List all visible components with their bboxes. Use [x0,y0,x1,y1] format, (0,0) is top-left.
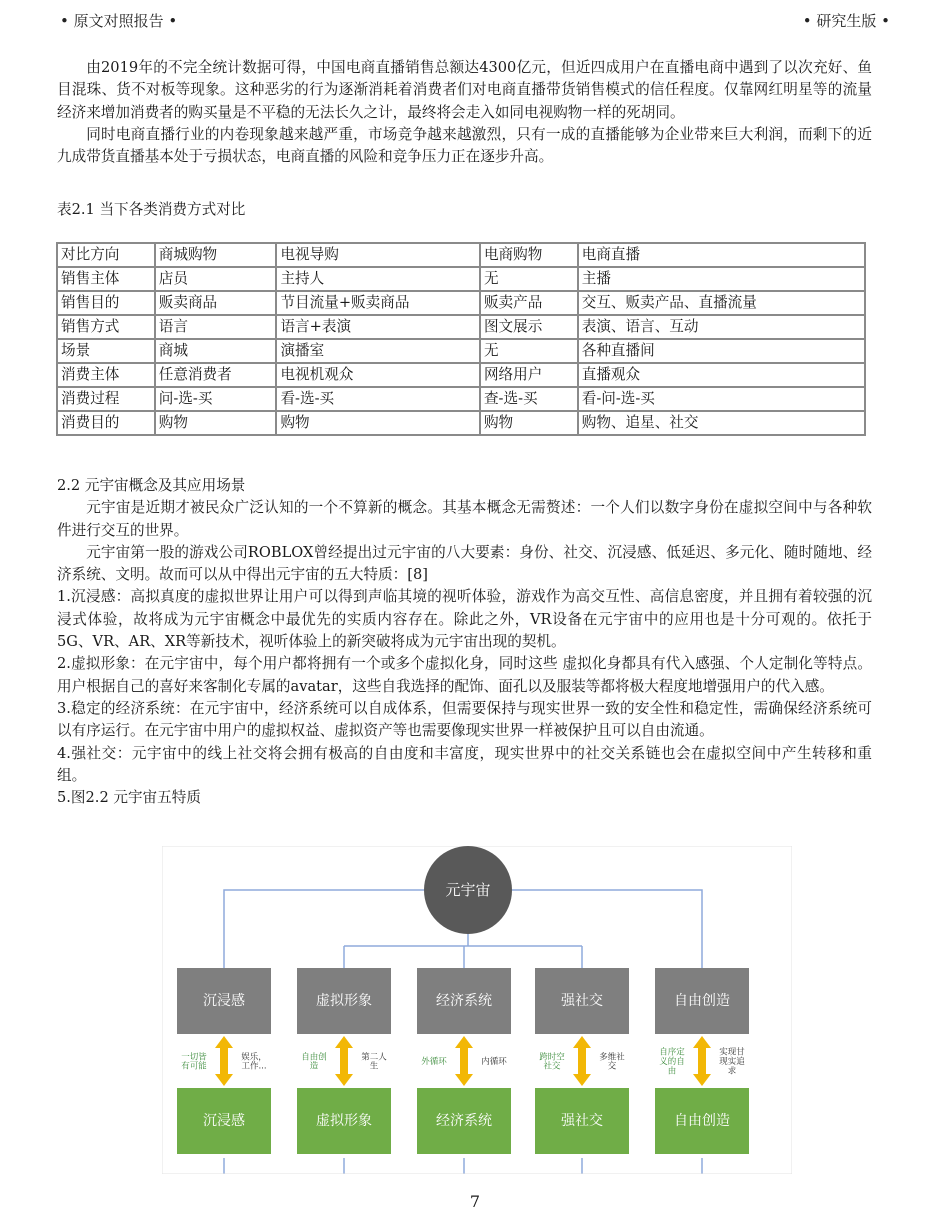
left-note: 跨时空社交 [539,1051,565,1072]
table-cell: 电商直播 [578,243,865,267]
table-cell: 店员 [155,267,277,291]
table-row [57,363,865,387]
table-cell: 购物 [480,411,578,435]
table-cell: 场景 [57,339,155,363]
gray-box-label: 虚拟形象 [316,993,372,1009]
table-cell: 表演、语言、互动 [578,315,865,339]
table-row [57,315,865,339]
section-paragraph-2: 元宇宙第一股的游戏公司ROBLOX曾经提出过元宇宙的八大要素：身份、社交、沉浸感、低延迟、多元化、随时随地、经济系统、文明。故而可以从中得出元宇宙的五大特质：[8] [57,543,872,584]
table-cell: 电视导购 [276,243,480,267]
table-cell: 直播观众 [578,363,865,387]
right-note: 内循环 [481,1056,507,1067]
list-item-economy: 3.稳定的经济系统：在元宇宙中，经济系统可以自成体系，但需要保持与现实世界一致的安全性和稳定性，需确保经济系统可以有序运行。在元宇宙中用户的虚拟权益、虚拟资产等也需要像现实世界一样被保护且可以自由流通。 [57,699,872,740]
green-box-label: 虚拟形象 [316,1113,372,1129]
intro-paragraph-1: 由2019年的不完全统计数据可得，中国电商直播销售总额达4300亿元，但近四成用户在直播电商中遇到了以次充好、鱼目混珠、货不对板等现象。这种恶劣的行为逐渐消耗着消费者们对电商直播带货销售模式的信任程度。仅靠网红明星等的流量经济来增加消费者的购买量是不平稳的无法长久之计，最终将会走入如同电视购物一样的死胡同。 [57,59,872,121]
table-cell: 无 [480,267,578,291]
table-cell: 节目流量+贩卖商品 [276,291,480,315]
table-cell: 语言 [155,315,277,339]
gray-box-label: 经济系统 [436,993,492,1009]
gray-box-label: 强社交 [561,993,603,1009]
table-row [57,387,865,411]
left-note: 一切皆有可能 [181,1051,207,1072]
left-note: 自序定义的自由 [659,1047,685,1076]
right-note: 实现甘现实追求 [719,1047,745,1076]
right-note: 娱乐，工作... [241,1051,267,1072]
green-box-label: 自由创造 [674,1113,730,1129]
table-cell: 主播 [578,267,865,291]
double-arrow-icon [215,1036,233,1086]
list-item-avatar: 2.虚拟形象：在元宇宙中，每个用户都将拥有一个或多个虚拟化身，同时这些 虚拟化身都具有代入感强、个人定制化等特点。用户根据自己的喜好来客制化专属的avatar，这些自我选择的配饰、面孔以及服装等都将极大程度地增强用户的代入感。 [57,655,872,695]
double-arrow-icon [573,1036,591,1086]
right-note: 多维社交 [599,1051,625,1072]
table-cell: 销售主体 [57,267,155,291]
right-note: 第二人生 [361,1051,387,1072]
table-cell: 网络用户 [480,363,578,387]
table-cell: 消费过程 [57,387,155,411]
comparison-table [56,242,866,436]
section-heading: 2.2 元宇宙概念及其应用场景 [57,477,246,494]
intro-paragraph-2: 同时电商直播行业的内卷现象越来越严重，市场竞争越来越激烈，只有一成的直播能够为企业带来巨大利润，而剩下的近九成带货直播基本处于亏损状态，电商直播的风险和竞争压力正在逐步升高。 [57,125,872,166]
table-cell: 无 [480,339,578,363]
table-header-row [57,243,865,267]
green-box-label: 强社交 [561,1113,603,1129]
table-cell: 图文展示 [480,315,578,339]
list-item-immersion: 1.沉浸感：高拟真度的虚拟世界让用户可以得到声临其境的视听体验，游戏作为高交互性、高信息密度，并且拥有着较强的沉浸式体验，故将成为元宇宙概念中最优先的实质内容存在。除此之外，VR设备在元宇宙中的应用也是十分可观的。依托于5G、VR、AR、XR等新技术，视听体验上的新突破将成为元宇宙出现的契机。 [57,588,872,651]
table-cell: 交互、贩卖产品、直播流量 [578,291,865,315]
page-number: 7 [469,1192,481,1211]
table-row [57,339,865,363]
table-cell: 购物 [155,411,277,435]
table-cell: 对比方向 [57,243,155,267]
header-left: • 原文对照报告 • [60,12,178,30]
table-cell: 主持人 [276,267,480,291]
green-box-label: 沉浸感 [203,1113,245,1129]
metaverse-diagram [162,846,792,1174]
connector-line [512,890,702,968]
gray-box-label: 沉浸感 [203,993,245,1009]
section-2-2 [57,475,872,809]
table-cell: 看-问-选-买 [578,387,865,411]
table-cell: 商城 [155,339,277,363]
table-cell: 看-选-买 [276,387,480,411]
table-cell: 电商购物 [480,243,578,267]
double-arrow-icon [335,1036,353,1086]
table-cell: 电视机观众 [276,363,480,387]
table-cell: 各种直播间 [578,339,865,363]
table-cell: 消费目的 [57,411,155,435]
table-cell: 购物 [276,411,480,435]
table-cell: 问-选-买 [155,387,277,411]
table-caption: 表2.1 当下各类消费方式对比 [57,201,246,218]
left-note: 自由创造 [301,1051,327,1072]
table-row [57,291,865,315]
center-label: 元宇宙 [445,880,491,899]
table-row [57,411,865,435]
section-paragraph-1: 元宇宙是近期才被民众广泛认知的一个不算新的概念。其基本概念无需赘述：一个人们以数字身份在虚拟空间中与各种软件进行交互的世界。 [57,499,872,539]
left-note: 外循环 [421,1056,447,1067]
table-cell: 查-选-买 [480,387,578,411]
table-cell: 商城购物 [155,243,277,267]
table-cell: 消费主体 [57,363,155,387]
table-cell: 销售方式 [57,315,155,339]
double-arrow-icon [693,1036,711,1086]
table-cell: 销售目的 [57,291,155,315]
double-arrow-icon [455,1036,473,1086]
table-cell: 语言+表演 [276,315,480,339]
table-cell: 贩卖产品 [480,291,578,315]
table-cell: 购物、追星、社交 [578,411,865,435]
table-cell: 演播室 [276,339,480,363]
header-right: • 研究生版 • [802,12,890,30]
table-row [57,267,865,291]
list-item-social: 4.强社交：元宇宙中的线上社交将会拥有极高的自由度和丰富度，现实世界中的社交关系链也会在虚拟空间中产生转移和重组。 [57,744,872,784]
connector-line [224,890,424,968]
gray-box-label: 自由创造 [674,993,730,1009]
green-box-label: 经济系统 [436,1113,492,1129]
intro-text [57,57,872,168]
table-cell: 任意消费者 [155,363,277,387]
table-cell: 贩卖商品 [155,291,277,315]
list-item-figure-caption: 5.图2.2 元宇宙五特质 [57,789,201,807]
